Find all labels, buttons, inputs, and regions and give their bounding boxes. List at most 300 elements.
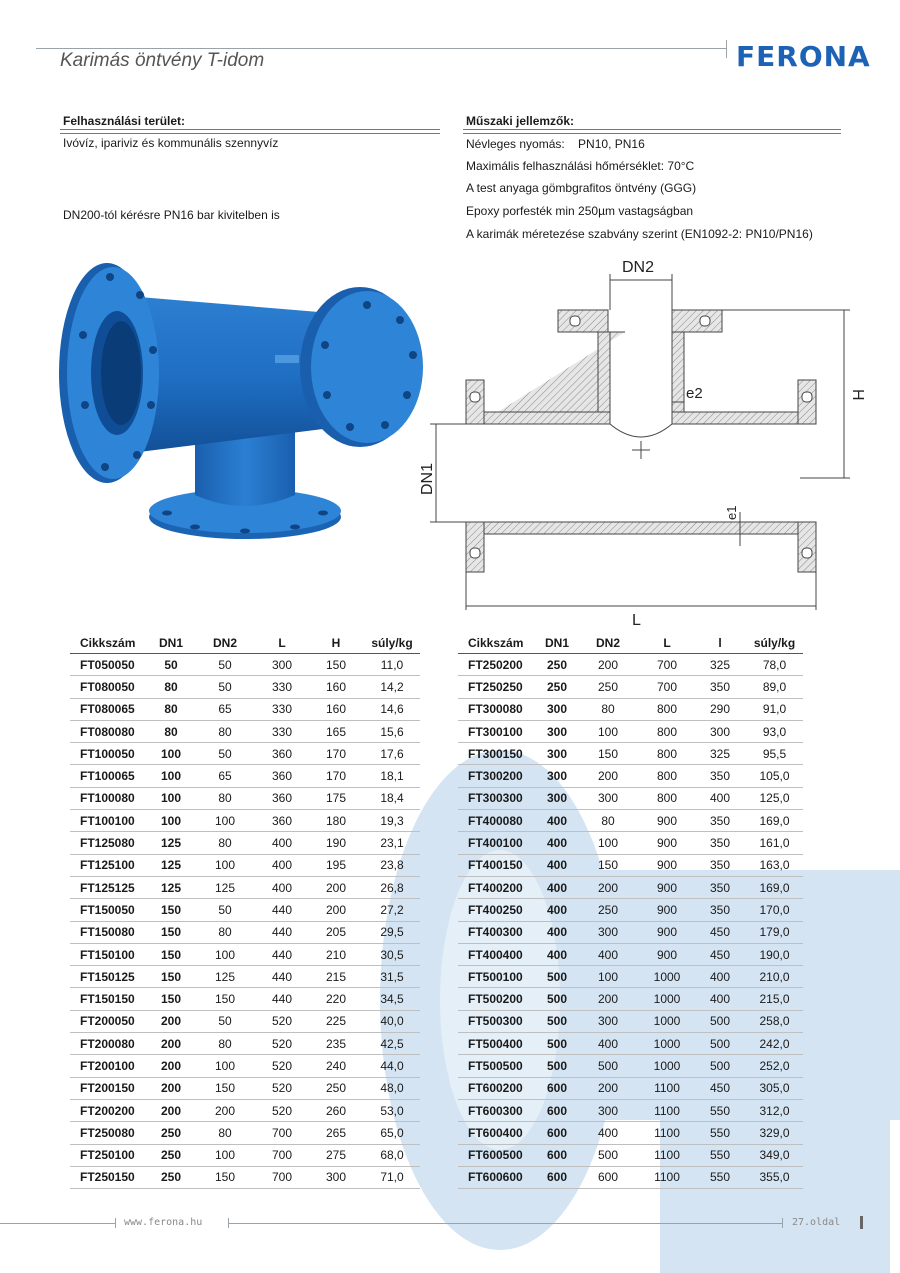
- cell-code: FT080050: [70, 676, 148, 698]
- cell-code: FT600400: [458, 1122, 538, 1144]
- cell-dn2: 200: [576, 876, 640, 898]
- cell-weight: 17,6: [364, 743, 420, 765]
- table-row: [458, 810, 803, 832]
- spec-max-temperature: Maximális felhasználási hőmérséklet: 70°C: [466, 159, 695, 173]
- cell-h: 350: [694, 765, 746, 787]
- cell-code: FT500500: [458, 1055, 538, 1077]
- cell-l: 400: [256, 832, 308, 854]
- cell-weight: 210,0: [746, 966, 803, 988]
- cell-l: 440: [256, 921, 308, 943]
- cell-weight: 169,0: [746, 876, 803, 898]
- cell-weight: 53,0: [364, 1099, 420, 1121]
- product-table-left: [70, 633, 420, 1189]
- col-header-code: Cikkszám: [70, 633, 148, 654]
- cell-code: FT600300: [458, 1099, 538, 1121]
- cell-weight: 169,0: [746, 810, 803, 832]
- table-row: [70, 698, 420, 720]
- cell-dn2: 80: [194, 832, 256, 854]
- col-header-weight: súly/kg: [364, 633, 420, 654]
- cell-h: 300: [308, 1166, 364, 1188]
- cell-dn1: 250: [148, 1144, 194, 1166]
- cell-dn1: 400: [538, 810, 576, 832]
- cell-dn2: 100: [576, 832, 640, 854]
- cell-dn2: 125: [194, 966, 256, 988]
- cell-dn1: 150: [148, 943, 194, 965]
- cell-dn2: 50: [194, 676, 256, 698]
- cell-dn2: 300: [576, 921, 640, 943]
- cell-dn2: 200: [576, 988, 640, 1010]
- cell-l: 1100: [640, 1144, 694, 1166]
- cell-code: FT400250: [458, 899, 538, 921]
- col-header-code: Cikkszám: [458, 633, 538, 654]
- cell-dn2: 400: [576, 1033, 640, 1055]
- cell-l: 700: [256, 1122, 308, 1144]
- table-row: [458, 1166, 803, 1188]
- cell-weight: 26,8: [364, 876, 420, 898]
- cell-h: 265: [308, 1122, 364, 1144]
- cell-h: 350: [694, 876, 746, 898]
- cell-h: 500: [694, 1055, 746, 1077]
- cell-code: FT250100: [70, 1144, 148, 1166]
- cell-code: FT200050: [70, 1010, 148, 1032]
- table-row: [70, 765, 420, 787]
- cell-h: 170: [308, 765, 364, 787]
- cell-h: 210: [308, 943, 364, 965]
- cell-weight: 14,2: [364, 676, 420, 698]
- cell-dn1: 125: [148, 832, 194, 854]
- cell-dn1: 250: [148, 1166, 194, 1188]
- cell-dn1: 600: [538, 1144, 576, 1166]
- cell-code: FT100100: [70, 810, 148, 832]
- cell-weight: 14,6: [364, 698, 420, 720]
- table-row: [458, 765, 803, 787]
- cell-weight: 23,8: [364, 854, 420, 876]
- cell-weight: 30,5: [364, 943, 420, 965]
- usage-note: DN200-tól kérésre PN16 bar kivitelben is: [63, 208, 280, 222]
- cell-l: 330: [256, 720, 308, 742]
- cell-code: FT150050: [70, 899, 148, 921]
- cell-weight: 23,1: [364, 832, 420, 854]
- cell-weight: 349,0: [746, 1144, 803, 1166]
- cell-dn2: 80: [194, 1122, 256, 1144]
- cell-code: FT400300: [458, 921, 538, 943]
- cell-l: 520: [256, 1033, 308, 1055]
- cell-dn1: 200: [148, 1055, 194, 1077]
- cell-weight: 305,0: [746, 1077, 803, 1099]
- cell-weight: 252,0: [746, 1055, 803, 1077]
- col-header-l: L: [256, 633, 308, 654]
- spec-body-material: A test anyaga gömbgrafitos öntvény (GGG): [466, 181, 697, 195]
- table-row: [70, 1077, 420, 1099]
- cell-dn2: 50: [194, 899, 256, 921]
- cell-weight: 18,1: [364, 765, 420, 787]
- cell-weight: 42,5: [364, 1033, 420, 1055]
- cell-dn1: 400: [538, 921, 576, 943]
- table-row: [70, 899, 420, 921]
- cell-code: FT150125: [70, 966, 148, 988]
- cell-dn1: 250: [538, 676, 576, 698]
- cell-dn1: 100: [148, 765, 194, 787]
- cell-l: 800: [640, 698, 694, 720]
- cell-l: 300: [256, 654, 308, 676]
- cell-l: 400: [256, 876, 308, 898]
- cell-h: 190: [308, 832, 364, 854]
- table-row: [70, 1144, 420, 1166]
- col-header-dn1: DN1: [148, 633, 194, 654]
- cell-h: 165: [308, 720, 364, 742]
- label-h: H: [849, 389, 866, 401]
- cell-weight: 105,0: [746, 765, 803, 787]
- cell-h: 350: [694, 810, 746, 832]
- table-row: [70, 921, 420, 943]
- product-table-right: [458, 633, 803, 1189]
- label-l: L: [632, 612, 641, 629]
- cell-code: FT400100: [458, 832, 538, 854]
- cell-l: 440: [256, 988, 308, 1010]
- cell-dn2: 200: [576, 654, 640, 676]
- cell-h: 205: [308, 921, 364, 943]
- table-row: [458, 676, 803, 698]
- cell-dn1: 150: [148, 899, 194, 921]
- cell-h: 350: [694, 899, 746, 921]
- cell-weight: 163,0: [746, 854, 803, 876]
- cell-l: 800: [640, 720, 694, 742]
- table-row: [458, 921, 803, 943]
- cell-dn2: 125: [194, 876, 256, 898]
- cell-l: 1000: [640, 1010, 694, 1032]
- cell-dn1: 80: [148, 720, 194, 742]
- cell-dn2: 100: [576, 966, 640, 988]
- cell-l: 360: [256, 743, 308, 765]
- cell-code: FT250200: [458, 654, 538, 676]
- table-row: [458, 943, 803, 965]
- cell-l: 800: [640, 787, 694, 809]
- cell-h: 170: [308, 743, 364, 765]
- cell-dn1: 50: [148, 654, 194, 676]
- cell-code: FT200080: [70, 1033, 148, 1055]
- cell-code: FT200200: [70, 1099, 148, 1121]
- cell-code: FT125125: [70, 876, 148, 898]
- cell-code: FT125100: [70, 854, 148, 876]
- cell-dn1: 125: [148, 876, 194, 898]
- col-header-l-small: l: [694, 633, 746, 654]
- cell-l: 330: [256, 676, 308, 698]
- col-header-h: H: [308, 633, 364, 654]
- cell-l: 440: [256, 943, 308, 965]
- cell-code: FT600600: [458, 1166, 538, 1188]
- cell-l: 900: [640, 899, 694, 921]
- cell-code: FT200150: [70, 1077, 148, 1099]
- table-row: [70, 1122, 420, 1144]
- cell-weight: 125,0: [746, 787, 803, 809]
- cell-code: FT100050: [70, 743, 148, 765]
- cell-weight: 44,0: [364, 1055, 420, 1077]
- cell-h: 175: [308, 787, 364, 809]
- table-header-row: [70, 633, 420, 654]
- cell-code: FT600200: [458, 1077, 538, 1099]
- cell-weight: 78,0: [746, 654, 803, 676]
- table-row: [458, 1010, 803, 1032]
- cell-weight: 29,5: [364, 921, 420, 943]
- table-row: [458, 743, 803, 765]
- cell-dn2: 50: [194, 743, 256, 765]
- table-row: [70, 1055, 420, 1077]
- cell-h: 250: [308, 1077, 364, 1099]
- cell-l: 520: [256, 1099, 308, 1121]
- cell-weight: 34,5: [364, 988, 420, 1010]
- cell-code: FT300100: [458, 720, 538, 742]
- cell-l: 800: [640, 743, 694, 765]
- cell-dn1: 500: [538, 1033, 576, 1055]
- page-title: Karimás öntvény T-idom: [60, 50, 265, 71]
- cell-dn2: 250: [576, 676, 640, 698]
- cell-h: 400: [694, 966, 746, 988]
- col-header-dn2: DN2: [194, 633, 256, 654]
- ferona-logo: FERONA: [736, 40, 871, 73]
- cell-dn1: 200: [148, 1010, 194, 1032]
- table-row: [70, 943, 420, 965]
- cell-dn2: 80: [576, 810, 640, 832]
- cell-dn2: 200: [194, 1099, 256, 1121]
- label-e2: e2: [686, 385, 703, 402]
- cell-dn2: 150: [576, 743, 640, 765]
- cell-weight: 11,0: [364, 654, 420, 676]
- cell-h: 290: [694, 698, 746, 720]
- cell-weight: 258,0: [746, 1010, 803, 1032]
- cell-h: 450: [694, 943, 746, 965]
- cell-dn1: 600: [538, 1166, 576, 1188]
- cell-dn1: 125: [148, 854, 194, 876]
- spec-flange-standard: A karimák méretezése szabvány szerint (EN1092-2: PN10/PN16): [466, 227, 813, 241]
- cell-dn2: 200: [576, 765, 640, 787]
- cell-h: 450: [694, 1077, 746, 1099]
- cell-weight: 40,0: [364, 1010, 420, 1032]
- cell-l: 360: [256, 765, 308, 787]
- label-dn2: DN2: [622, 259, 655, 276]
- cell-l: 400: [256, 854, 308, 876]
- cell-l: 520: [256, 1010, 308, 1032]
- cell-weight: 18,4: [364, 787, 420, 809]
- table-row: [70, 787, 420, 809]
- cell-dn1: 500: [538, 1010, 576, 1032]
- cell-l: 700: [640, 676, 694, 698]
- cell-code: FT150100: [70, 943, 148, 965]
- cell-h: 260: [308, 1099, 364, 1121]
- cell-h: 550: [694, 1099, 746, 1121]
- cell-l: 700: [256, 1144, 308, 1166]
- table-row: [458, 720, 803, 742]
- cell-l: 700: [640, 654, 694, 676]
- cell-h: 240: [308, 1055, 364, 1077]
- cell-h: 350: [694, 854, 746, 876]
- cell-code: FT300200: [458, 765, 538, 787]
- cell-weight: 15,6: [364, 720, 420, 742]
- table-row: [458, 1122, 803, 1144]
- cell-dn1: 100: [148, 787, 194, 809]
- table-row: [70, 743, 420, 765]
- cell-code: FT500100: [458, 966, 538, 988]
- cell-h: 200: [308, 899, 364, 921]
- table-row: [458, 899, 803, 921]
- cell-dn1: 500: [538, 966, 576, 988]
- cell-l: 900: [640, 921, 694, 943]
- col-header-weight: súly/kg: [746, 633, 803, 654]
- table-row: [70, 810, 420, 832]
- cell-code: FT300080: [458, 698, 538, 720]
- footer-page-number: 27.oldal: [792, 1217, 841, 1228]
- cell-dn1: 80: [148, 698, 194, 720]
- cell-dn1: 250: [148, 1122, 194, 1144]
- cell-h: 500: [694, 1010, 746, 1032]
- cell-code: FT300150: [458, 743, 538, 765]
- cell-code: FT150150: [70, 988, 148, 1010]
- cell-dn1: 400: [538, 876, 576, 898]
- cell-h: 350: [694, 832, 746, 854]
- product-photo-flanged-tee: [55, 255, 430, 545]
- cell-weight: 161,0: [746, 832, 803, 854]
- table-row: [458, 654, 803, 676]
- cell-code: FT200100: [70, 1055, 148, 1077]
- footer-end-bar: [860, 1216, 863, 1229]
- cell-dn2: 100: [194, 1055, 256, 1077]
- cell-dn1: 300: [538, 765, 576, 787]
- cell-l: 900: [640, 810, 694, 832]
- spec-nominal-pressure: Névleges nyomás: PN10, PN16: [466, 137, 645, 151]
- header-rule-tick: [726, 40, 727, 58]
- cell-dn1: 80: [148, 676, 194, 698]
- cell-code: FT500300: [458, 1010, 538, 1032]
- cell-code: FT080080: [70, 720, 148, 742]
- cell-h: 450: [694, 921, 746, 943]
- cell-dn2: 600: [576, 1166, 640, 1188]
- cell-dn1: 200: [148, 1077, 194, 1099]
- col-header-l: L: [640, 633, 694, 654]
- table-row: [70, 832, 420, 854]
- table-row: [70, 988, 420, 1010]
- footer-rule-left: [0, 1223, 115, 1224]
- cell-h: 235: [308, 1033, 364, 1055]
- cell-weight: 312,0: [746, 1099, 803, 1121]
- table-row: [458, 1077, 803, 1099]
- cell-code: FT400200: [458, 876, 538, 898]
- header-rule: [36, 48, 726, 49]
- cell-l: 520: [256, 1055, 308, 1077]
- cell-dn1: 300: [538, 787, 576, 809]
- cell-weight: 93,0: [746, 720, 803, 742]
- cell-l: 900: [640, 943, 694, 965]
- cell-weight: 65,0: [364, 1122, 420, 1144]
- cell-code: FT100065: [70, 765, 148, 787]
- table-row: [70, 966, 420, 988]
- technical-drawing: [410, 250, 900, 630]
- cell-weight: 355,0: [746, 1166, 803, 1188]
- cell-h: 350: [694, 676, 746, 698]
- cell-l: 330: [256, 698, 308, 720]
- cell-code: FT150080: [70, 921, 148, 943]
- cell-dn1: 400: [538, 832, 576, 854]
- usage-text: Ivóvíz, ipariviz és kommunális szennyvíz: [63, 136, 279, 150]
- cell-weight: 68,0: [364, 1144, 420, 1166]
- cell-weight: 48,0: [364, 1077, 420, 1099]
- cell-weight: 91,0: [746, 698, 803, 720]
- cell-code: FT400400: [458, 943, 538, 965]
- cell-h: 220: [308, 988, 364, 1010]
- cell-l: 1000: [640, 1033, 694, 1055]
- cell-dn2: 250: [576, 899, 640, 921]
- cell-dn2: 65: [194, 698, 256, 720]
- cell-dn1: 300: [538, 720, 576, 742]
- cell-dn2: 80: [194, 1033, 256, 1055]
- cell-dn2: 500: [576, 1055, 640, 1077]
- cell-l: 800: [640, 765, 694, 787]
- footer-tick: [782, 1218, 783, 1228]
- cell-code: FT250150: [70, 1166, 148, 1188]
- cell-dn1: 300: [538, 698, 576, 720]
- cell-l: 360: [256, 810, 308, 832]
- cell-l: 1000: [640, 966, 694, 988]
- cell-weight: 31,5: [364, 966, 420, 988]
- cell-dn1: 400: [538, 943, 576, 965]
- table-row: [458, 1033, 803, 1055]
- table-row: [458, 698, 803, 720]
- cell-dn1: 300: [538, 743, 576, 765]
- cell-code: FT080065: [70, 698, 148, 720]
- cell-code: FT050050: [70, 654, 148, 676]
- cell-dn1: 400: [538, 899, 576, 921]
- cell-dn1: 200: [148, 1033, 194, 1055]
- table-row: [70, 854, 420, 876]
- cell-weight: 19,3: [364, 810, 420, 832]
- table-row: [70, 676, 420, 698]
- cell-l: 900: [640, 832, 694, 854]
- cell-dn2: 100: [194, 943, 256, 965]
- cell-dn1: 500: [538, 988, 576, 1010]
- table-row: [458, 1099, 803, 1121]
- cell-l: 1100: [640, 1077, 694, 1099]
- cell-l: 1100: [640, 1122, 694, 1144]
- cell-dn2: 80: [194, 720, 256, 742]
- footer-website: www.ferona.hu: [124, 1217, 203, 1228]
- cell-dn1: 150: [148, 966, 194, 988]
- spec-epoxy-coating: Epoxy porfesték min 250µm vastagságban: [466, 204, 694, 218]
- cell-weight: 27,2: [364, 899, 420, 921]
- cell-dn2: 100: [194, 854, 256, 876]
- cell-h: 550: [694, 1144, 746, 1166]
- cell-l: 900: [640, 854, 694, 876]
- cell-dn1: 600: [538, 1077, 576, 1099]
- cell-code: FT250080: [70, 1122, 148, 1144]
- cell-dn1: 150: [148, 921, 194, 943]
- footer-rule-middle: [228, 1223, 782, 1224]
- specs-heading-rule: [463, 129, 841, 134]
- table-row: [70, 1166, 420, 1188]
- cell-dn2: 400: [576, 943, 640, 965]
- cell-h: 550: [694, 1166, 746, 1188]
- cell-code: FT250250: [458, 676, 538, 698]
- footer-tick: [115, 1218, 116, 1228]
- cell-dn1: 400: [538, 854, 576, 876]
- table-row: [70, 720, 420, 742]
- cell-l: 700: [256, 1166, 308, 1188]
- cell-dn1: 150: [148, 988, 194, 1010]
- table-row: [70, 1010, 420, 1032]
- cell-h: 195: [308, 854, 364, 876]
- cell-code: FT600500: [458, 1144, 538, 1166]
- cell-code: FT100080: [70, 787, 148, 809]
- table-row: [70, 654, 420, 676]
- cell-h: 500: [694, 1033, 746, 1055]
- cell-l: 900: [640, 876, 694, 898]
